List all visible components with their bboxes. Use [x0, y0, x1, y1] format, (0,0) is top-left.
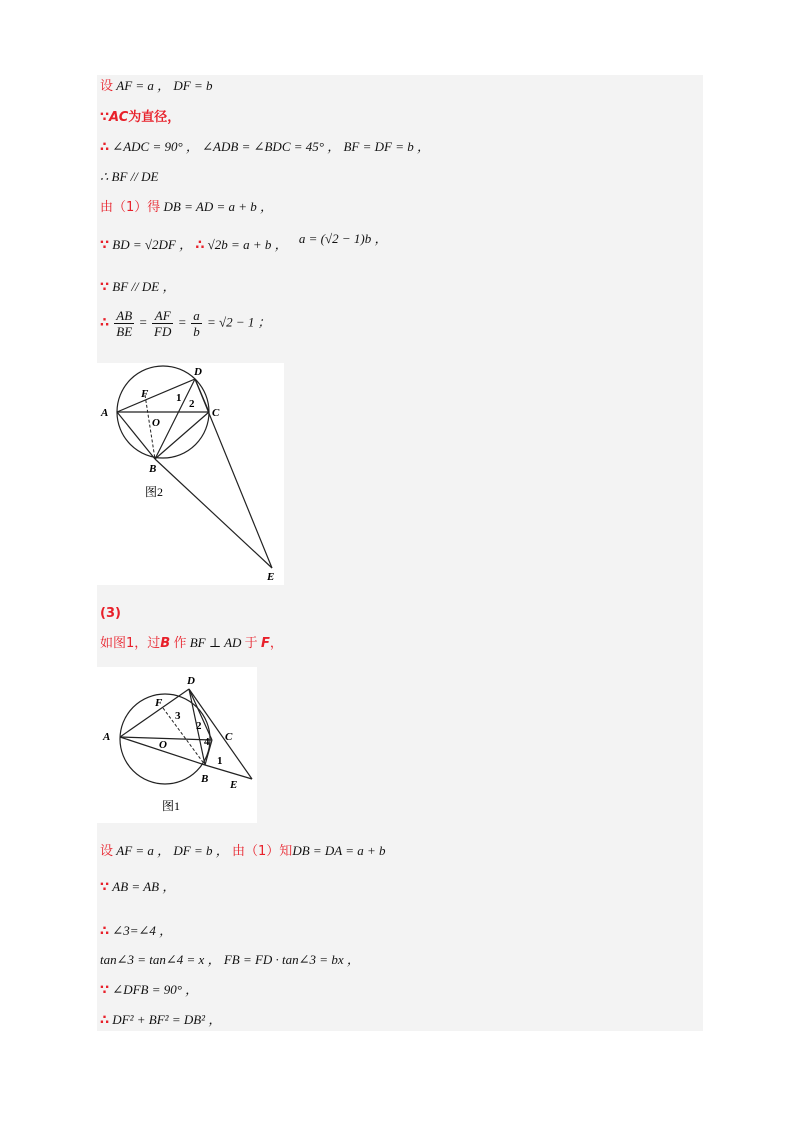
point-f: F: [260, 636, 270, 651]
line-angles: [100, 138, 430, 157]
therefore-symbol: ∴: [100, 924, 110, 939]
denominator: b: [193, 324, 200, 339]
line-ratio: [100, 308, 271, 339]
figure-1: [97, 667, 257, 823]
part-3-label: (3): [100, 606, 121, 621]
label-4: 4: [204, 736, 210, 748]
line-angle3-eq-angle4: [100, 922, 172, 941]
diameter-text: 为直径，: [128, 110, 181, 125]
set-word: 设: [100, 844, 114, 859]
because-symbol: ∵: [100, 983, 110, 998]
fraction-a-b: [191, 308, 202, 339]
line-figure1-construction: [100, 634, 283, 653]
math-expr: ∠DFB = 90° ，: [112, 982, 199, 997]
part-3-heading: [100, 604, 121, 623]
denominator: BE: [116, 324, 133, 339]
math-expr: AF = a ， DF = b: [116, 78, 213, 93]
numerator: AB: [116, 308, 133, 323]
label-d: D: [187, 675, 195, 687]
from-part1-text: 由（1）知: [232, 844, 293, 859]
because-symbol: ∵: [100, 280, 110, 295]
figure-2-caption: 图2: [145, 485, 164, 499]
math-expr: ∠3=∠4 ，: [112, 923, 173, 938]
because-symbol: ∵: [100, 238, 110, 253]
denominator: FD: [154, 324, 172, 339]
line-pythagoras: [100, 1011, 221, 1030]
label-2: 2: [196, 720, 202, 732]
label-d: D: [194, 366, 202, 378]
construction-pre: 如图1，过: [100, 636, 161, 651]
label-c: C: [225, 731, 233, 743]
construction-mid: 作: [173, 636, 187, 651]
line-arc-equal: [100, 878, 175, 897]
math-expr: BF // DE ，: [112, 279, 176, 294]
label-1: 1: [217, 755, 223, 767]
figure-2-diagram: [97, 363, 284, 585]
construction-yu: 于: [244, 636, 258, 651]
from-part1-text: 由（1）得: [100, 200, 161, 215]
label-2: 2: [189, 398, 195, 410]
point-b: B: [160, 636, 171, 651]
math-expr-3: a = (√2 − 1)b ，: [298, 231, 388, 246]
because-symbol: ∵: [100, 880, 110, 895]
figure-1-diagram: [97, 667, 257, 823]
line-set-af-df-2: [100, 842, 386, 861]
label-1: 1: [176, 392, 182, 404]
math-expr-2: √2b = a + b ，: [207, 237, 288, 252]
math-expr: AF = a ， DF = b ，: [116, 843, 229, 858]
math-expr: AB = AB ，: [112, 879, 176, 894]
math-expr-2: DB = DA = a + b: [292, 843, 386, 858]
line-bf-parallel-de-2: [100, 278, 175, 297]
math-expr: DB = AD = a + b ，: [163, 199, 274, 214]
therefore-symbol: ∴: [100, 315, 110, 331]
figure-2: [97, 363, 284, 585]
line-dfb-90: [100, 981, 198, 1000]
label-o: O: [152, 417, 160, 429]
numerator: AF: [152, 308, 173, 324]
math-expr: tan∠3 = tan∠4 = x ， FB = FD · tan∠3 = bx ，: [100, 952, 360, 967]
label-a: A: [103, 731, 111, 743]
construction-end: ，: [269, 636, 283, 651]
numerator: a: [193, 308, 200, 323]
fraction-af-fd: [152, 308, 173, 339]
label-e: E: [230, 779, 238, 791]
math-expr: BF ⊥ AD: [189, 635, 242, 650]
fraction-ab-be: [114, 308, 134, 339]
figure-1-caption: 图1: [162, 799, 181, 813]
therefore-symbol: ∴: [100, 1013, 110, 1028]
label-a: A: [101, 407, 109, 419]
line-bd-sqrt2: [100, 231, 388, 255]
line-ac-diameter: [100, 108, 180, 127]
label-b: B: [201, 773, 209, 785]
therefore-symbol: ∴: [195, 238, 205, 253]
line-bf-parallel-de: [100, 168, 158, 186]
label-o: O: [159, 739, 167, 751]
label-f: F: [155, 697, 163, 709]
label-f: F: [141, 388, 149, 400]
because-symbol: ∵: [100, 110, 110, 125]
therefore-symbol: ∴: [100, 140, 110, 155]
label-b: B: [149, 463, 157, 475]
line-tan: [100, 951, 360, 969]
math-expr: DF² + BF² = DB² ，: [112, 1012, 222, 1027]
label-e: E: [267, 571, 275, 583]
label-c: C: [212, 407, 220, 419]
line-from-1: [100, 198, 273, 217]
math-expr: ∴ BF // DE: [100, 169, 159, 184]
equals-sign: =: [178, 314, 186, 330]
line-set-af-df: [100, 77, 213, 96]
math-expr-1: BD = √2DF ，: [112, 237, 193, 252]
math-ac: AC: [109, 110, 129, 125]
set-word: 设: [100, 79, 114, 94]
label-3: 3: [175, 710, 181, 722]
equals-sign: =: [139, 314, 147, 330]
math-tail: = √2 − 1 ；: [206, 314, 271, 330]
math-expr: ∠ADC = 90° ， ∠ADB = ∠BDC = 45° ， BF = DF = b ，: [112, 139, 430, 154]
